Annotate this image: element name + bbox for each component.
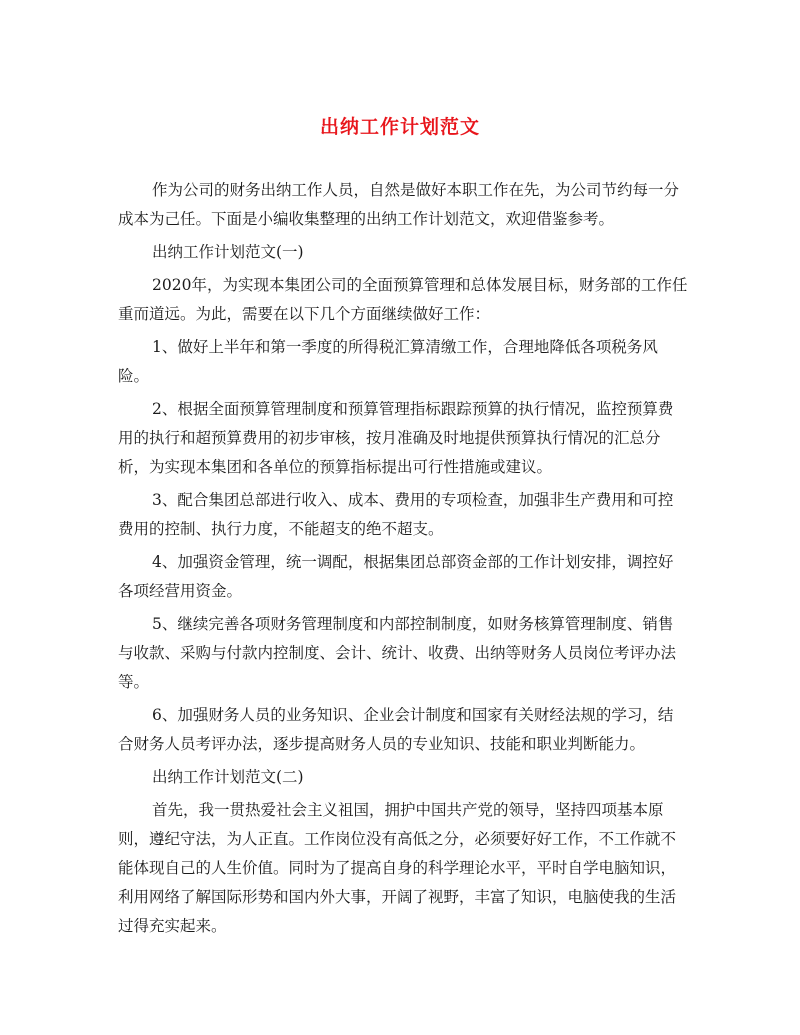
intro-paragraph: 作为公司的财务出纳工作人员，自然是做好本职工作在先，为公司节约每一分成本为己任。下面是小编收集整理的出纳工作计划范文，欢迎借鉴参考。 [118,181,680,228]
list-item-1: 1、做好上半年和第一季度的所得税汇算清缴工作，合理地降低各项税务风险。 [118,338,658,385]
paragraph-2020: 2020年，为实现本集团公司的全面预算管理和总体发展目标，财务部的工作任重而道远。为此，需要在以下几个方面继续做好工作： [118,276,688,323]
document-title: 出纳工作计划范文 [319,116,480,138]
paragraph-first: 首先，我一贯热爱社会主义祖国，拥护中国共产党的领导，坚持四项基本原则，遵纪守法，为人正直。工作岗位没有高低之分，必须要好好工作，不工作就不能体现自己的人生价值。同时为了提高自身的科学理论水平，平时自学电脑知识，利用网络了解国际形势和国内外大事，开阔了视野，丰富了知识，电脑使我的生活过得充实起来。 [118,801,677,935]
document-body [118,176,688,945]
list-item-5: 5、继续完善各项财务管理制度和内部控制制度，如财务核算管理制度、销售与收款、采购与付款内控制度、会计、统计、收费、出纳等财务人员岗位考评办法等。 [118,615,677,691]
list-item-4: 4、加强资金管理，统一调配，根据集团总部资金部的工作计划安排，调控好各项经营用资金。 [118,553,674,600]
section-heading-1: 出纳工作计划范文(一) [152,243,304,261]
list-item-3: 3、配合集团总部进行收入、成本、费用的专项检查，加强非生产费用和可控费用的控制、执行力度，不能超支的绝不超支。 [118,491,674,538]
list-item-2: 2、根据全面预算管理制度和预算管理指标跟踪预算的执行情况，监控预算费用的执行和超预算费用的初步审核，按月准确及时地提供预算执行情况的汇总分析，为实现本集团和各单位的预算指标提出可行性措施或建议。 [118,400,674,476]
section-heading-2: 出纳工作计划范文(二) [152,768,304,786]
list-item-6: 6、加强财务人员的业务知识、企业会计制度和国家有关财经法规的学习，结合财务人员考评办法，逐步提高财务人员的专业知识、技能和职业判断能力。 [118,706,674,753]
